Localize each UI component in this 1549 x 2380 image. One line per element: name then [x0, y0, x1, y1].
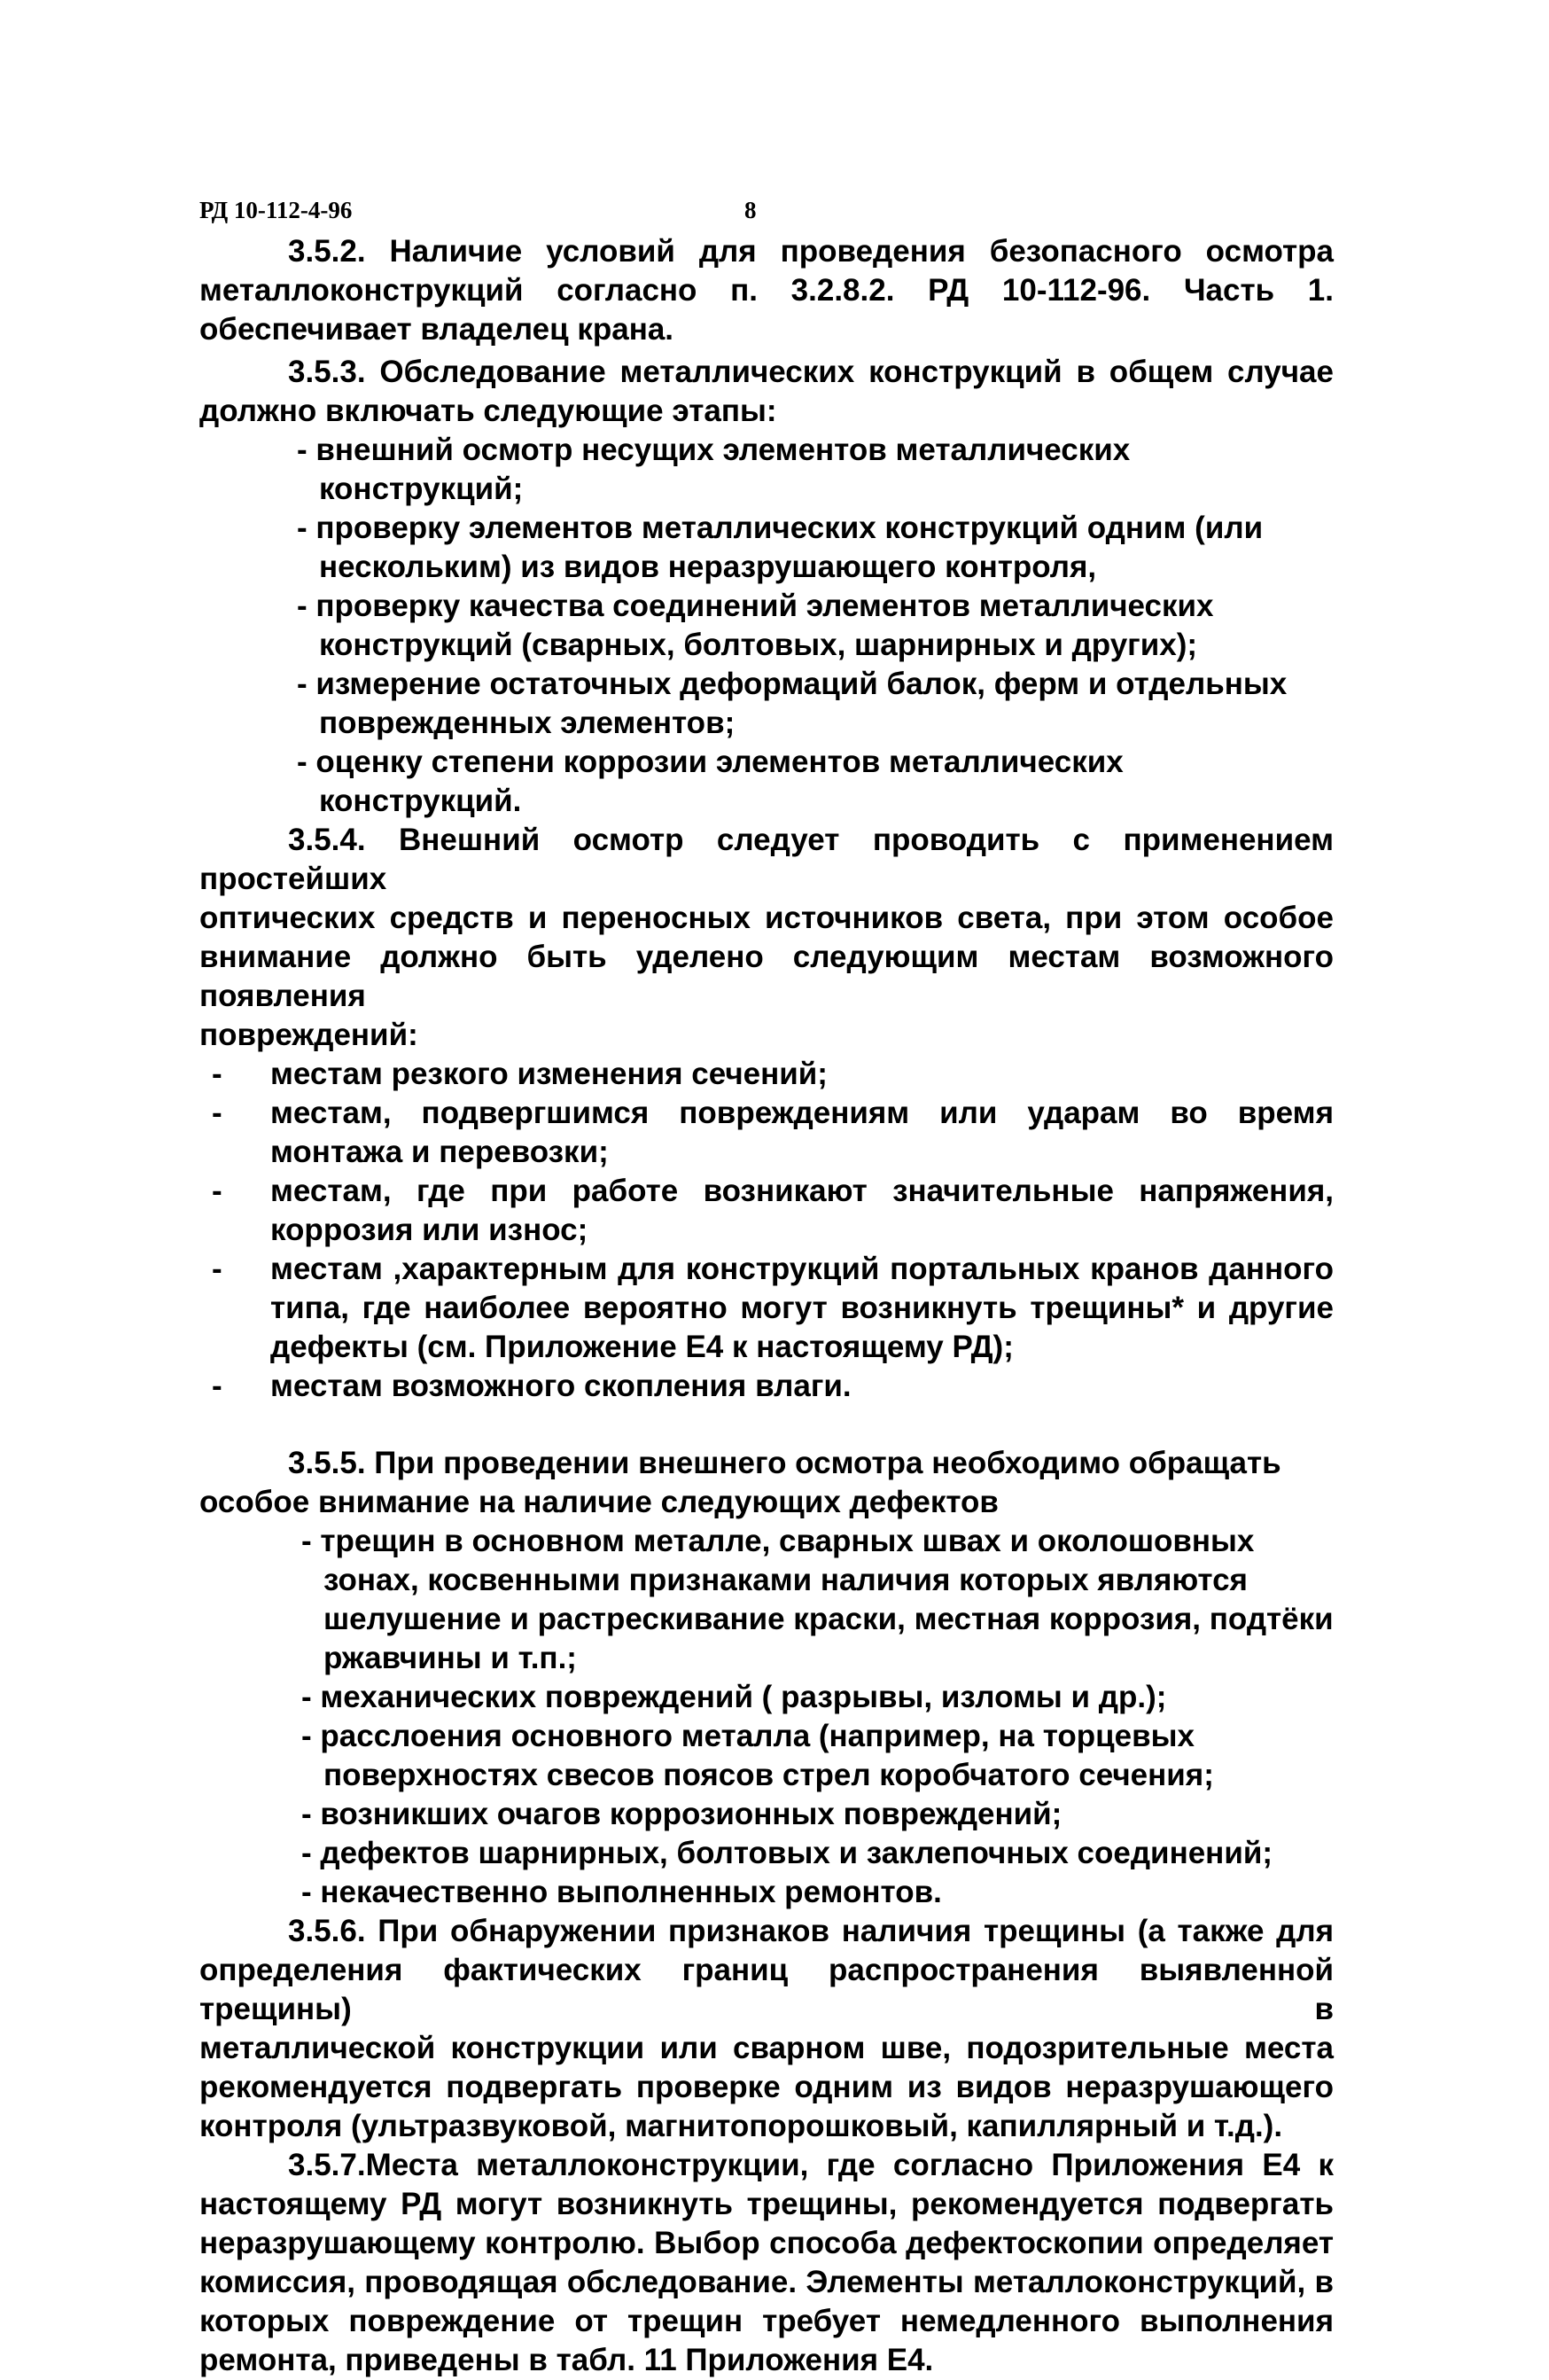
document-body	[199, 232, 1334, 2380]
spacer	[199, 1406, 1334, 1444]
paragraph-line: настоящему РД могут возникнуть трещины, рекомендуется подвергать	[199, 2187, 1334, 2221]
list-item: - измерение остаточных деформаций балок, ферм и отдельных поврежденных элементов;	[297, 667, 1288, 740]
list-item: - проверку качества соединений элементов металлических конструкций (сварных, болтовых, шарнирных и других);	[297, 589, 1214, 662]
list-item: - местам, где при работе возникают значительные напряжения, коррозия или износ;	[199, 1172, 1334, 1250]
paragraph-line: комиссия, проводящая обследование. Элементы металлоконструкций, в	[199, 2265, 1334, 2299]
list-item: - местам ,характерным для конструкций портальных кранов данного типа, где наиболее вероятно могут возникнуть трещины* и другие дефекты (см. Приложение Е4 к настоящему РД);	[199, 1250, 1334, 1367]
section-3-5-5	[199, 1444, 1334, 1912]
section-3-5-2	[199, 232, 1334, 349]
document-code: РД 10-112-4-96	[199, 197, 353, 223]
paragraph-line: повреждений:	[199, 1018, 418, 1052]
paragraph-line: металлической конструкции или сварном шве, подозрительные места	[199, 2031, 1334, 2065]
defects-list	[199, 1522, 1334, 1912]
paragraph-line: контроля (ультразвуковой, магнитопорошковый, капиллярный и т.д.).	[199, 2109, 1283, 2143]
paragraph-line: ремонта, приведены в табл. 11 Приложения Е4.	[199, 2343, 934, 2377]
list-item: - механических повреждений ( разрывы, изломы и др.);	[301, 1680, 1167, 1714]
paragraph-line: рекомендуется подвергать проверке одним из видов неразрушающего	[199, 2070, 1334, 2104]
list-item: - местам, подвергшимся повреждениям или ударам во время монтажа и перевозки;	[199, 1094, 1334, 1172]
paragraph-line: 3.5.6. При обнаружении признаков наличия трещины (а также для	[288, 1914, 1334, 1948]
list-item: - местам резкого изменения сечений;	[199, 1055, 1334, 1094]
paragraph-line: металлоконструкций согласно п. 3.2.8.2. РД 10-112-96. Часть 1.	[199, 273, 1334, 308]
paragraph-line: особое внимание на наличие следующих дефектов	[199, 1485, 999, 1519]
list-item: - трещин в основном металле, сварных швах и околошовных зонах, косвенными признаками наличия которых являются шелушение и растрескивание краски, местная коррозия, подтёки ржавчины и т.п.;	[301, 1524, 1334, 1675]
inspection-stages-list	[199, 431, 1334, 821]
list-item: - возникших очагов коррозионных повреждений;	[301, 1797, 1063, 1831]
paragraph-line: 3.5.7.Места металлоконструкции, где согласно Приложения Е4 к	[288, 2148, 1334, 2182]
paragraph-line: 3.5.4. Внешний осмотр следует проводить с применением простейших	[199, 823, 1334, 896]
paragraph-line: обеспечивает владелец крана.	[199, 312, 674, 347]
paragraph-line: внимание должно быть уделено следующим местам возможного появления	[199, 940, 1334, 1013]
paragraph-line: определения фактических границ распространения выявленной трещины) в	[199, 1953, 1334, 2026]
paragraph-line: которых повреждение от трещин требует немедленного выполнения	[199, 2304, 1334, 2338]
section-3-5-3	[199, 353, 1334, 821]
list-item: - оценку степени коррозии элементов металлических конструкций.	[297, 745, 1124, 818]
section-3-5-7	[199, 2146, 1334, 2380]
section-3-5-4	[199, 821, 1334, 1406]
damage-locations-list	[199, 1055, 1334, 1406]
paragraph-line: 3.5.2. Наличие условий для проведения безопасного осмотра	[288, 234, 1334, 269]
paragraph-line: оптических средств и переносных источников света, при этом особое	[199, 901, 1334, 935]
list-item: - проверку элементов металлических конструкций одним (или нескольким) из видов неразрушающего контроля,	[297, 511, 1264, 584]
list-item: - внешний осмотр несущих элементов металлических конструкций;	[297, 433, 1131, 506]
list-item: - дефектов шарнирных, болтовых и заклепочных соединений;	[301, 1836, 1273, 1870]
page-header	[199, 197, 1351, 229]
list-item: - некачественно выполненных ремонтов.	[301, 1875, 942, 1909]
section-3-5-6	[199, 1912, 1334, 2146]
paragraph-line: 3.5.5. При проведении внешнего осмотра необходимо обращать	[288, 1446, 1281, 1480]
paragraph-line: 3.5.3. Обследование металлических конструкций в общем случае	[288, 355, 1334, 389]
list-item: - расслоения основного металла (например, на торцевых поверхностях свесов поясов стрел коробчатого сечения;	[301, 1719, 1214, 1792]
list-item: - местам возможного скопления влаги.	[199, 1367, 1334, 1406]
page-number: 8	[744, 197, 757, 223]
paragraph-line: должно включать следующие этапы:	[199, 394, 777, 428]
paragraph-line: неразрушающему контролю. Выбор способа дефектоскопии определяет	[199, 2226, 1334, 2260]
